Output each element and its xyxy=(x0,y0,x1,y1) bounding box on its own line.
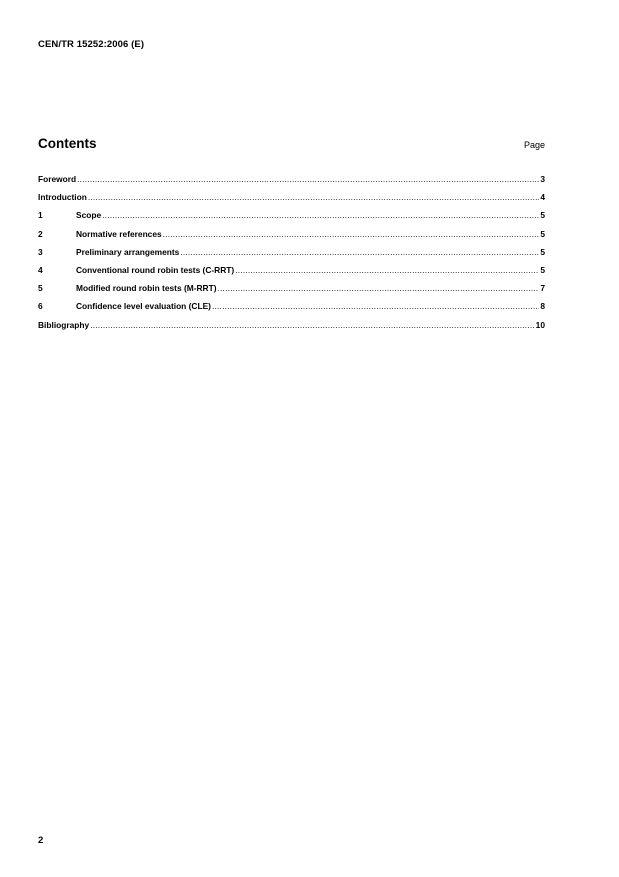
toc-entry-number: 4 xyxy=(38,264,43,275)
toc-entry-conventional-round-robin-tests[interactable] xyxy=(38,265,545,283)
toc-entry-number: 3 xyxy=(38,246,43,257)
toc-dot-leader xyxy=(88,192,539,202)
toc-entry-title: Conventional round robin tests (C-RRT) xyxy=(76,264,235,275)
toc-entry-page: 5 xyxy=(540,228,545,239)
toc-dot-leader xyxy=(212,301,539,311)
toc-dot-leader xyxy=(180,247,539,257)
toc-dot-leader xyxy=(77,174,539,184)
toc-dot-leader xyxy=(218,283,540,293)
toc-entry-number: 2 xyxy=(38,228,43,239)
toc-entry-page: 4 xyxy=(540,192,545,203)
page-number: 2 xyxy=(38,835,44,846)
toc-entry-title: Confidence level evaluation (CLE) xyxy=(76,301,211,312)
toc-entry-title: Introduction xyxy=(38,192,87,203)
toc-entry-page: 8 xyxy=(540,301,545,312)
toc-entry-introduction[interactable] xyxy=(38,192,545,210)
toc-entry-modified-round-robin-tests[interactable] xyxy=(38,283,545,301)
contents-title: Contents xyxy=(38,136,97,151)
toc-entry-page: 3 xyxy=(540,174,545,184)
toc-entry-foreword[interactable] xyxy=(38,174,545,192)
toc-entry-number: 1 xyxy=(38,210,43,221)
toc-entry-title: Scope xyxy=(76,210,102,221)
toc-entry-normative-references[interactable] xyxy=(38,229,545,247)
toc-entry-number: 6 xyxy=(38,301,43,312)
toc-entry-bibliography[interactable] xyxy=(38,320,545,338)
toc-dot-leader xyxy=(163,229,540,239)
toc-entry-title: Bibliography xyxy=(38,319,90,330)
document-id-header: CEN/TR 15252:2006 (E) xyxy=(38,39,145,50)
toc-dot-leader xyxy=(235,265,539,275)
toc-entry-title: Modified round robin tests (M-RRT) xyxy=(76,283,217,294)
toc-entry-page: 5 xyxy=(540,210,545,221)
toc-entry-page: 5 xyxy=(540,264,545,275)
toc-dot-leader xyxy=(102,210,539,220)
toc-entry-confidence-level-evaluation[interactable] xyxy=(38,301,545,319)
toc-entry-number: 5 xyxy=(38,283,43,294)
toc-entry-page: 10 xyxy=(535,319,545,330)
table-of-contents xyxy=(38,174,545,338)
toc-entry-page: 5 xyxy=(540,246,545,257)
toc-entry-title: Normative references xyxy=(76,228,162,239)
toc-entry-title: Foreword xyxy=(38,174,77,184)
toc-entry-page: 7 xyxy=(540,283,545,294)
toc-entry-preliminary-arrangements[interactable] xyxy=(38,247,545,265)
toc-entry-title: Preliminary arrangements xyxy=(76,246,180,257)
page-column-heading: Page xyxy=(523,140,545,150)
toc-entry-scope[interactable] xyxy=(38,210,545,228)
toc-dot-leader xyxy=(90,320,534,330)
